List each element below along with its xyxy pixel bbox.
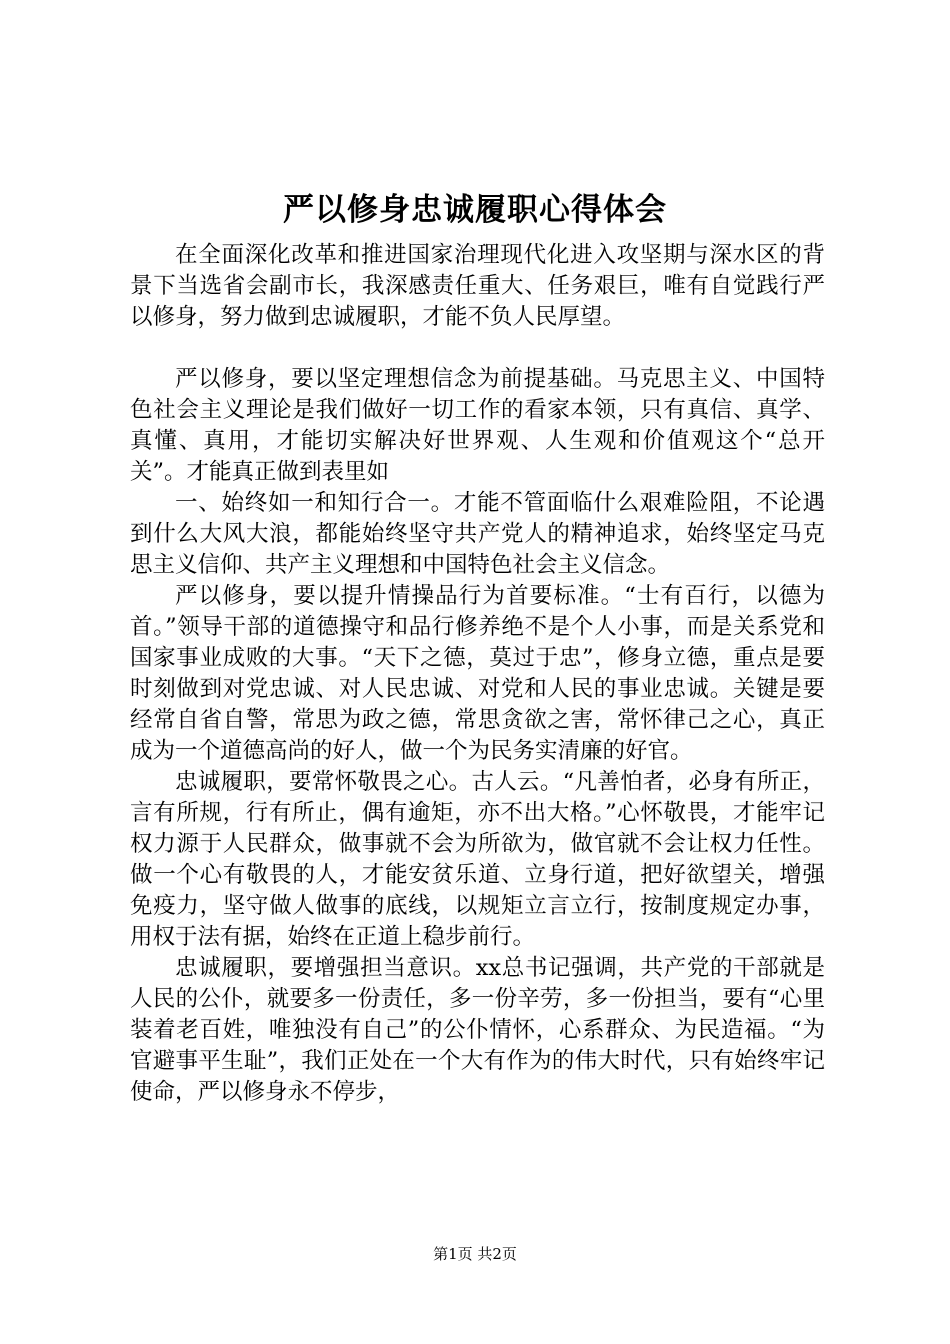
paragraph-responsibility: 忠诚履职，要增强担当意识。xx总书记强调，共产党的干部就是人民的公仆，就要多一份责任，多一份辛劳，多一份担当，要有“心里装着老百姓，唯独没有自己”的公仆情怀，心系群众、为民造福。“为官避事平生耻”，我们正处在一个大有作为的伟大时代，只有始终牢记使命，严以修身永不停步， [130, 955, 825, 1105]
document-title: 严以修身忠诚履职心得体会 [283, 192, 667, 228]
paragraph-consistency: 一、始终如一和知行合一。才能不管面临什么艰难险阻，不论遇到什么大风大浪，都能始终坚守共产党人的精神追求，始终坚定马克思主义信仰、共产主义理想和中国特色社会主义信念。 [130, 490, 825, 578]
page-number-footer: 第1页 共2页 [433, 1245, 517, 1263]
paragraph-intro: 在全面深化改革和推进国家治理现代化进入攻坚期与深水区的背景下当选省会副市长，我深感责任重大、任务艰巨，唯有自觉践行严以修身，努力做到忠诚履职，才能不负人民厚望。 [130, 242, 825, 330]
paragraph-reverence: 忠诚履职，要常怀敬畏之心。古人云。“凡善怕者，必身有所正，言有所规，行有所止，偶有逾矩，亦不出大格。”心怀敬畏，才能牢记权力源于人民群众，做事就不会为所欲为，做官就不会让权力任性。做一个心有敬畏的人，才能安贫乐道、立身行道，把好欲望关，增强免疫力，坚守做人做事的底线，以规矩立言立行，按制度规定办事，用权于法有据，始终在正道上稳步前行。 [130, 769, 825, 950]
paragraph-ideals: 严以修身，要以坚定理想信念为前提基础。马克思主义、中国特色社会主义理论是我们做好一切工作的看家本领，只有真信、真学、真懂、真用，才能切实解决好世界观、人生观和价值观这个“总开关”。才能真正做到表里如 [130, 366, 825, 485]
paragraph-morality: 严以修身，要以提升情操品行为首要标准。“士有百行，以德为首。”领导干部的道德操守和品行修养绝不是个人小事，而是关系党和国家事业成败的大事。“天下之德，莫过于忠”，修身立德，重点是要时刻做到对党忠诚、对人民忠诚、对党和人民的事业忠诚。关键是要经常自省自警，常思为政之德，常思贪欲之害，常怀律己之心，真正成为一个道德高尚的好人，做一个为民务实清廉的好官。 [130, 583, 825, 764]
document-body [130, 240, 825, 1108]
